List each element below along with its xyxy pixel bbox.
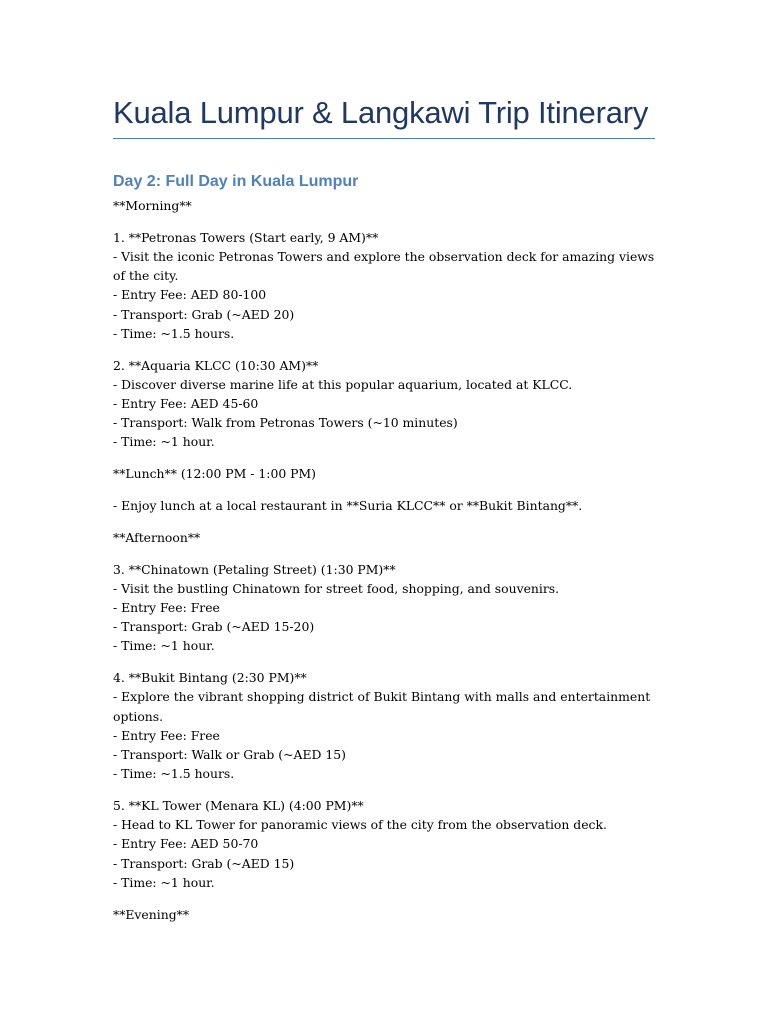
item-entry-fee: - Entry Fee: AED 80-100 xyxy=(113,287,267,303)
morning-section-label xyxy=(113,196,655,215)
afternoon-section-label xyxy=(113,528,655,547)
item-entry-fee: - Entry Fee: Free xyxy=(113,727,220,743)
itinerary-item xyxy=(113,668,655,783)
item-heading: 1. **Petronas Towers (Start early, 9 AM)** xyxy=(113,229,379,245)
item-description: - Discover diverse marine life at this popular aquarium, located at KLCC. xyxy=(113,376,573,392)
item-time: - Time: ~1.5 hours. xyxy=(113,766,235,782)
item-time: - Time: ~1 hour. xyxy=(113,638,215,654)
lunch-section-label xyxy=(113,464,655,483)
item-transport: - Transport: Grab (~AED 15) xyxy=(113,855,295,871)
itinerary-item xyxy=(113,560,655,656)
item-heading: 2. **Aquaria KLCC (10:30 AM)** xyxy=(113,357,319,373)
item-entry-fee: - Entry Fee: AED 45-60 xyxy=(113,396,259,412)
item-time: - Time: ~1 hour. xyxy=(113,874,215,890)
item-time: - Time: ~1.5 hours. xyxy=(113,325,235,341)
evening-label: **Evening** xyxy=(113,906,190,922)
morning-label: **Morning** xyxy=(113,198,192,213)
itinerary-body xyxy=(113,196,655,936)
item-transport: - Transport: Walk or Grab (~AED 15) xyxy=(113,747,346,763)
item-heading: 4. **Bukit Bintang (2:30 PM)** xyxy=(113,670,307,686)
item-transport: - Transport: Grab (~AED 15-20) xyxy=(113,619,315,635)
day-heading: Day 2: Full Day in Kuala Lumpur xyxy=(113,173,359,190)
lunch-text: - Enjoy lunch at a local restaurant in **Suria KLCC** or **Bukit Bintang**. xyxy=(113,498,583,514)
item-description: - Head to KL Tower for panoramic views of the city from the observation deck. xyxy=(113,817,607,833)
afternoon-label: **Afternoon** xyxy=(113,529,201,545)
itinerary-item xyxy=(113,356,655,452)
document-title: Kuala Lumpur & Langkawi Trip Itinerary xyxy=(113,95,649,130)
item-heading: 5. **KL Tower (Menara KL) (4:00 PM)** xyxy=(113,798,364,814)
item-entry-fee: - Entry Fee: Free xyxy=(113,600,220,616)
item-transport: - Transport: Walk from Petronas Towers (~10 minutes) xyxy=(113,415,458,431)
item-transport: - Transport: Grab (~AED 20) xyxy=(113,306,295,322)
evening-section-label xyxy=(113,905,655,924)
item-description: - Visit the bustling Chinatown for street food, shopping, and souvenirs. xyxy=(113,580,560,596)
lunch-label: **Lunch** (12:00 PM - 1:00 PM) xyxy=(113,466,317,482)
item-heading: 3. **Chinatown (Petaling Street) (1:30 PM)** xyxy=(113,561,396,577)
item-time: - Time: ~1 hour. xyxy=(113,434,215,450)
itinerary-item xyxy=(113,228,655,343)
item-description: - Visit the iconic Petronas Towers and explore the observation deck for amazing views of the city. xyxy=(113,249,655,284)
title-divider xyxy=(113,138,655,139)
item-description: - Explore the vibrant shopping district of Bukit Bintang with malls and entertainment options. xyxy=(113,689,651,724)
lunch-paragraph xyxy=(113,496,655,515)
item-entry-fee: - Entry Fee: AED 50-70 xyxy=(113,836,259,852)
itinerary-item xyxy=(113,796,655,892)
